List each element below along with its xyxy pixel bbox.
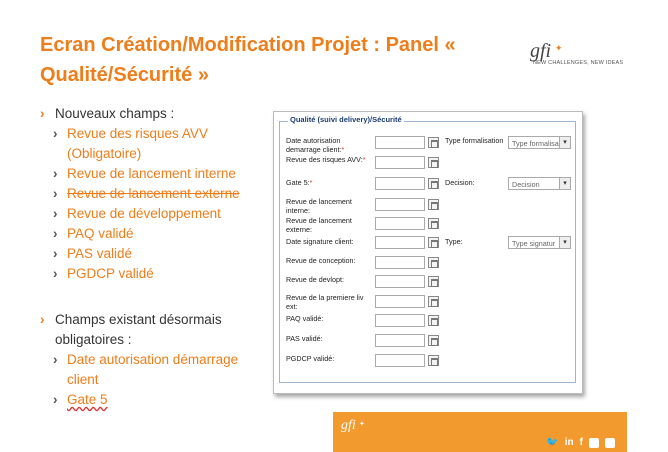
facebook-icon[interactable]: f — [579, 437, 583, 448]
revue-premiere-label: Revue de la premiere liv ext: — [286, 293, 364, 311]
slide-title: Ecran Création/Modification Projet : Panel « Qualité/Sécurité » — [40, 34, 456, 86]
revue-conception-input[interactable] — [375, 256, 441, 269]
chevron-down-icon[interactable]: ▾ — [559, 237, 570, 248]
calendar-icon[interactable] — [428, 355, 439, 366]
pgdcp-input[interactable] — [375, 354, 441, 367]
bullet-item: › Gate 5 — [40, 390, 270, 410]
paq-input[interactable] — [375, 314, 441, 327]
gate5-input[interactable] — [375, 177, 441, 190]
calendar-icon[interactable] — [428, 257, 439, 268]
chevron-down-icon[interactable]: ▾ — [559, 137, 570, 148]
social-icons — [546, 438, 615, 448]
calendar-icon[interactable] — [428, 296, 439, 307]
type-label: Type: — [445, 237, 463, 246]
date-signature-input[interactable] — [375, 236, 441, 249]
bullet-item: › Revue de lancement externe — [40, 184, 270, 204]
revue-lancement-interne-input[interactable] — [375, 198, 441, 211]
footer-banner — [333, 412, 627, 452]
chevron-down-icon[interactable]: ▾ — [559, 178, 570, 189]
logo-star-icon: ✦ — [555, 43, 563, 53]
bullet-item: › Revue des risques AVV (Obligatoire) — [40, 124, 270, 164]
logo-star-icon: ✦ — [359, 421, 365, 428]
bullet-item: › Revue de développement — [40, 204, 270, 224]
pas-input[interactable] — [375, 334, 441, 347]
revue-risques-label: Revue des risques AVV:* — [286, 155, 366, 164]
linkedin-icon[interactable]: in — [564, 437, 574, 448]
calendar-icon[interactable] — [428, 237, 439, 248]
type-select[interactable]: Type signatur ▾ — [508, 236, 571, 249]
instagram-icon[interactable] — [605, 438, 615, 448]
revue-risques-input[interactable] — [375, 156, 441, 169]
calendar-icon[interactable] — [428, 276, 439, 287]
bullet-item: › PAS validé — [40, 244, 270, 264]
revue-lancement-externe-input[interactable] — [375, 217, 441, 230]
revue-lancement-externe-label: Revue de lancement externe: — [286, 216, 352, 234]
paq-label: PAQ validé: — [286, 314, 324, 323]
twitter-icon[interactable]: 🐦 — [546, 437, 559, 448]
new-fields-heading: › Nouveaux champs : — [40, 104, 270, 124]
calendar-icon[interactable] — [428, 335, 439, 346]
revue-devlopt-label: Revue de devlopt: — [286, 275, 344, 284]
form-screenshot — [273, 111, 583, 394]
fieldset-legend: Qualité (suivi delivery)/Sécurité — [290, 115, 402, 124]
calendar-icon[interactable] — [428, 218, 439, 229]
revue-conception-label: Revue de conception: — [286, 256, 356, 265]
decision-select[interactable]: Decision ▾ — [508, 177, 571, 190]
gfi-tagline: NEW CHALLENGES, NEW IDEAS — [533, 60, 624, 66]
calendar-icon[interactable] — [428, 137, 439, 148]
required-fields-heading: › Champs existant désormais obligatoires : — [40, 310, 270, 350]
calendar-icon[interactable] — [428, 157, 439, 168]
gate5-label: Gate 5:* — [286, 178, 313, 187]
calendar-icon[interactable] — [428, 315, 439, 326]
revue-premiere-input[interactable] — [375, 295, 441, 308]
pgdcp-label: PGDCP validé: — [286, 354, 335, 363]
bullet-item: › PAQ validé — [40, 224, 270, 244]
date-signature-label: Date signature client: — [286, 237, 354, 246]
bullet-item: › Revue de lancement interne — [40, 164, 270, 184]
footer-logo: gfi — [341, 418, 356, 433]
gfi-logo — [527, 40, 637, 70]
bullet-list — [40, 100, 270, 410]
youtube-icon[interactable] — [589, 438, 599, 448]
type-formalisation-select[interactable]: Type formalisa ▾ — [508, 136, 571, 149]
pas-label: PAS validé: — [286, 334, 323, 343]
decision-label: Decision: — [445, 178, 475, 187]
gfi-logo-text: gfi — [530, 40, 552, 62]
date-autorisation-input[interactable] — [375, 136, 441, 149]
calendar-icon[interactable] — [428, 199, 439, 210]
revue-lancement-interne-label: Revue de lancement interne: — [286, 197, 352, 215]
quality-fieldset — [279, 115, 576, 383]
date-autorisation-label: Date autorisation demarrage client:* — [286, 136, 345, 154]
calendar-icon[interactable] — [428, 178, 439, 189]
type-formalisation-label: Type formalisation — [445, 136, 504, 145]
bullet-item: › PGDCP validé — [40, 264, 270, 284]
bullet-item: › Date autorisation démarrage client — [40, 350, 270, 390]
revue-devlopt-input[interactable] — [375, 275, 441, 288]
